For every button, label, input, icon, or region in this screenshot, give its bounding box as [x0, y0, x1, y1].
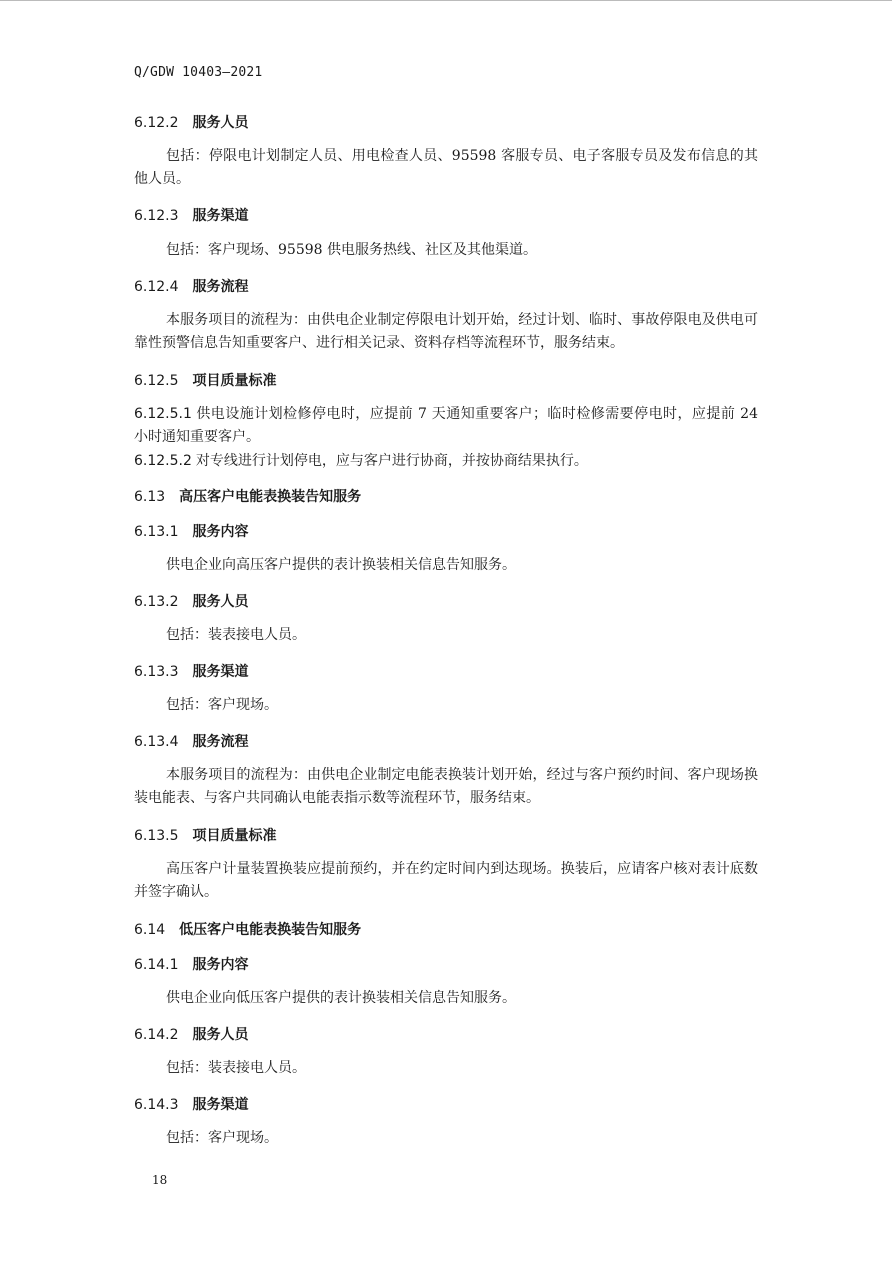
section-title: 服务渠道	[192, 208, 249, 224]
section-heading-6-14-1	[134, 954, 249, 974]
clause-text: 供电设施计划检修停电时，应提前 7 天通知重要客户；临时检修需要停电时，应提前 24 小时通知重要客户。	[134, 406, 758, 445]
section-title: 服务流程	[192, 734, 249, 750]
section-number: 6.12.4	[134, 279, 179, 295]
section-heading-6-13-4	[134, 731, 249, 751]
section-number: 6.13.5	[134, 828, 179, 844]
section-number: 6.14.1	[134, 957, 179, 973]
section-number: 6.13	[134, 489, 166, 505]
paragraph-6-12-4: 本服务项目的流程为：由供电企业制定停限电计划开始，经过计划、临时、事故停限电及供电可靠性预警信息告知重要客户、进行相关记录、资料存档等流程环节，服务结束。	[134, 312, 758, 351]
paragraph-6-13-5: 高压客户计量装置换装应提前预约，并在约定时间内到达现场。换装后，应请客户核对表计底数并签字确认。	[134, 861, 758, 900]
section-number: 6.13.4	[134, 734, 179, 750]
section-heading-6-13	[134, 486, 361, 506]
section-heading-6-14-2	[134, 1024, 249, 1044]
section-heading-6-13-3	[134, 661, 249, 681]
section-heading-6-12-3	[134, 205, 249, 225]
section-title: 服务渠道	[192, 1097, 249, 1113]
section-number: 6.12.3	[134, 208, 179, 224]
clause-number: 6.12.5.2	[134, 453, 192, 469]
section-heading-6-14-3	[134, 1094, 249, 1114]
section-title: 服务渠道	[192, 664, 249, 680]
paragraph-6-13-4: 本服务项目的流程为：由供电企业制定电能表换装计划开始，经过与客户预约时间、客户现场换装电能表、与客户共同确认电能表指示数等流程环节，服务结束。	[134, 767, 758, 806]
clause-text: 对专线进行计划停电，应与客户进行协商，并按协商结果执行。	[195, 453, 588, 469]
document-code-header: Q/GDW 10403—2021	[134, 65, 263, 80]
paragraph-6-13-2: 包括：装表接电人员。	[166, 627, 306, 643]
section-heading-6-12-4	[134, 276, 249, 296]
section-heading-6-13-2	[134, 591, 249, 611]
paragraph-6-12-3: 包括：客户现场、95598 供电服务热线、社区及其他渠道。	[166, 242, 537, 258]
section-number: 6.12.5	[134, 373, 179, 389]
section-number: 6.13.3	[134, 664, 179, 680]
section-title: 低压客户电能表换装告知服务	[179, 922, 362, 938]
section-number: 6.12.2	[134, 115, 179, 131]
section-heading-6-12-2	[134, 112, 249, 132]
section-title: 服务人员	[192, 1027, 249, 1043]
section-number: 6.14.3	[134, 1097, 179, 1113]
section-number: 6.13.1	[134, 524, 179, 540]
section-heading-6-13-5	[134, 825, 277, 845]
clause-6-12-5-1	[134, 403, 758, 449]
section-title: 服务内容	[192, 957, 249, 973]
clause-number: 6.12.5.1	[134, 406, 192, 422]
page-number: 18	[152, 1173, 168, 1187]
paragraph-6-14-3: 包括：客户现场。	[166, 1130, 278, 1146]
section-heading-6-13-1	[134, 521, 249, 541]
paragraph-6-12-2: 包括：停限电计划制定人员、用电检查人员、95598 客服专员、电子客服专员及发布信息的其他人员。	[134, 148, 758, 187]
section-heading-6-14	[134, 919, 361, 939]
section-title: 服务人员	[192, 115, 249, 131]
paragraph-6-14-2: 包括：装表接电人员。	[166, 1060, 306, 1076]
section-number: 6.13.2	[134, 594, 179, 610]
section-number: 6.14	[134, 922, 166, 938]
section-title: 服务人员	[192, 594, 249, 610]
section-title: 高压客户电能表换装告知服务	[179, 489, 362, 505]
clause-6-12-5-2	[134, 450, 758, 473]
section-title: 项目质量标准	[192, 828, 277, 844]
section-title: 服务流程	[192, 279, 249, 295]
section-title: 项目质量标准	[192, 373, 277, 389]
paragraph-6-13-3: 包括：客户现场。	[166, 697, 278, 713]
paragraph-6-13-1: 供电企业向高压客户提供的表计换装相关信息告知服务。	[166, 557, 516, 573]
section-heading-6-12-5	[134, 370, 277, 390]
section-number: 6.14.2	[134, 1027, 179, 1043]
paragraph-6-14-1: 供电企业向低压客户提供的表计换装相关信息告知服务。	[166, 990, 516, 1006]
section-title: 服务内容	[192, 524, 249, 540]
